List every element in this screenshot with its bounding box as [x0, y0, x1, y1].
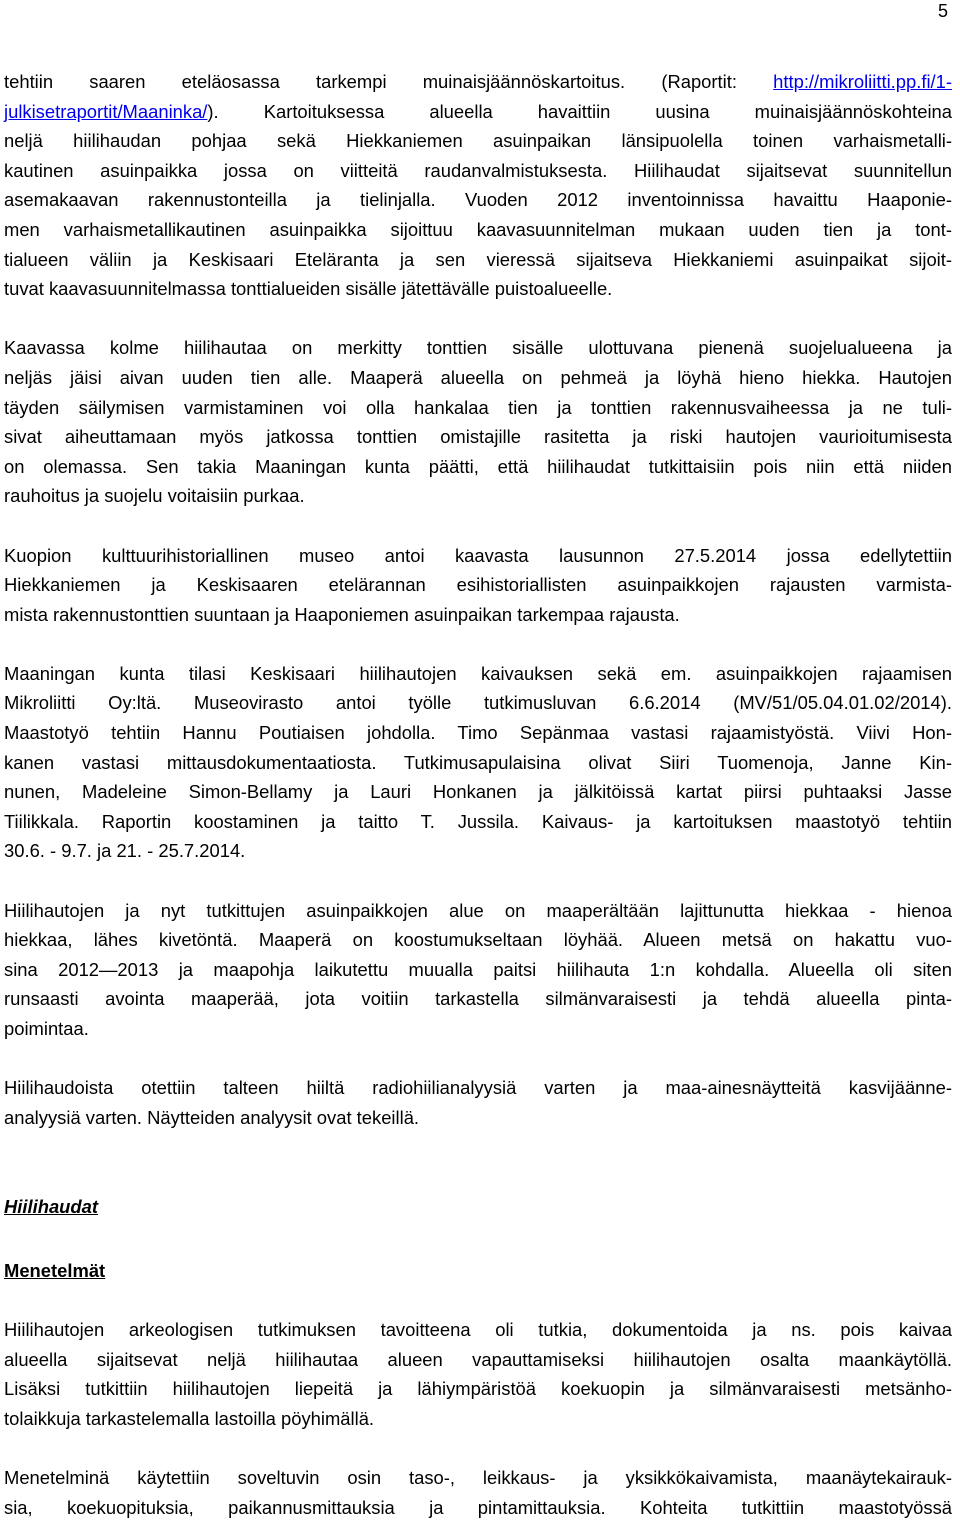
text-line: nunen, Madeleine Simon-Bellamy ja Lauri Honkanen ja jälkitöissä kartat piirsi puhtaaksi Jasse [4, 777, 952, 807]
text-line: runsaasti avointa maaperää, jota voitiin tarkastella silmänvaraisesti ja tehdä alueella pinta- [4, 984, 952, 1014]
page-number: 5 [938, 0, 948, 22]
text-line: hiekkaa, lähes kivetöntä. Maaperä on koostumukseltaan löyhää. Alueen metsä on hakattu vuo- [4, 925, 952, 955]
text-line: tialueen väliin ja Keskisaari Eteläranta ja sen vieressä sijaitseva Hiekkaniemi asuinpaikat sijoit- [4, 245, 952, 275]
text-line: sina 2012—2013 ja maapohja laikutettu muualla paitsi hiilihauta 1:n kohdalla. Alueella oli siten [4, 955, 952, 985]
text-line: mista rakennustonttien suuntaan ja Haaponiemen asuinpaikan tarkempaa rajausta. [4, 600, 952, 630]
text-line: 30.6. - 9.7. ja 21. - 25.7.2014. [4, 836, 952, 866]
text-line: tehtiin saaren eteläosassa tarkempi muinaisjäännöskartoitus. (Raportit: http://mikroliitti.pp.fi/1- [4, 67, 952, 97]
subsection-heading-menetelmat: Menetelmät [4, 1256, 952, 1286]
text-line: Kuopion kulttuurihistoriallinen museo antoi kaavasta lausunnon 27.5.2014 jossa edellytettiin [4, 541, 952, 571]
text-line: Tiilikkala. Raportin koostaminen ja taitto T. Jussila. Kaivaus- ja kartoituksen maastotyö tehtiin [4, 807, 952, 837]
text-line: alueella sijaitsevat neljä hiilihautaa alueen vapauttamiseksi hiilihautojen osalta maankäytöllä. [4, 1345, 952, 1375]
text-line: analyysiä varten. Näytteiden analyysit ovat tekeillä. [4, 1103, 952, 1133]
text-line: Menetelminä käytettiin soveltuvin osin taso-, leikkaus- ja yksikkökaivamista, maanäytekairauk- [4, 1463, 952, 1493]
text-line: on olemassa. Sen takia Maaningan kunta päätti, että hiilihaudat tutkittaisiin pois niin että niiden [4, 452, 952, 482]
text-line: Mikroliitti Oy:ltä. Museovirasto antoi työlle tutkimusluvan 6.6.2014 (MV/51/05.04.01.02/2014). [4, 688, 952, 718]
text-line: Hiilihaudoista otettiin talteen hiiltä radiohiilianalyysiä varten ja maa-ainesnäytteitä kasvijäänne- [4, 1073, 952, 1103]
text-line: asemakaavan rakennustonteilla ja tielinjalla. Vuoden 2012 inventoinnissa havaittu Haaponie- [4, 185, 952, 215]
text-line: sivat aiheuttamaan myös jatkossa tonttien omistajille rasitetta ja riski hautojen vaurioitumisesta [4, 422, 952, 452]
text-line: neljäs jäisi aivan uuden tien alle. Maaperä alueella on pehmeä ja löyhä hieno hiekka. Hautojen [4, 363, 952, 393]
text-line: kanen vastasi mittausdokumentaatiosta. Tutkimusapulaisina olivat Siiri Tuomenoja, Janne Kin- [4, 748, 952, 778]
text-line: julkisetraportit/Maaninka/). Kartoituksessa alueella havaittiin uusina muinaisjäännöskohteina [4, 97, 952, 127]
text-line: Maastotyö tehtiin Hannu Poutiaisen johdolla. Timo Sepänmaa vastasi rajaamistyöstä. Viivi Hon- [4, 718, 952, 748]
text-line: tolaikkuja tarkastelemalla lastoilla pöyhimällä. [4, 1404, 952, 1434]
text-line: Hiilihautojen arkeologisen tutkimuksen tavoitteena oli tutkia, dokumentoida ja ns. pois kaivaa [4, 1315, 952, 1345]
report-link[interactable]: http://mikroliitti.pp.fi/1- [773, 71, 952, 92]
text-line: neljä hiilihaudan pohjaa sekä Hiekkaniemen asuinpaikan länsipuolella toinen varhaismetalli- [4, 126, 952, 156]
text-line: Lisäksi tutkittiin hiilihautojen liepeitä ja lähiympäristöä koekuopin ja silmänvaraisesti metsänho- [4, 1374, 952, 1404]
text-line: Hiilihautojen ja nyt tutkittujen asuinpaikkojen alue on maaperältään lajittunutta hiekkaa - hienoa [4, 896, 952, 926]
document-body [4, 67, 952, 1522]
text-line: täyden säilymisen varmistaminen voi olla hankalaa tien ja tonttien rakennusvaiheessa ja ne tuli- [4, 393, 952, 423]
text-line: Maaningan kunta tilasi Keskisaari hiilihautojen kaivauksen sekä em. asuinpaikkojen rajaamisen [4, 659, 952, 689]
text-line: rauhoitus ja suojelu voitaisiin purkaa. [4, 481, 952, 511]
section-heading-hiilihaudat: Hiilihaudat [4, 1192, 952, 1222]
text-line: kautinen asuinpaikka jossa on viitteitä raudanvalmistuksesta. Hiilihaudat sijaitsevat suunnitellun [4, 156, 952, 186]
text-line: Hiekkaniemen ja Keskisaaren etelärannan esihistoriallisten asuinpaikkojen rajausten varmista- [4, 570, 952, 600]
text-line: Kaavassa kolme hiilihautaa on merkitty tonttien sisälle ulottuvana pienenä suojelualueena ja [4, 333, 952, 363]
report-link-continued[interactable]: julkisetraportit/Maaninka/ [4, 101, 207, 122]
text-line: sia, koekuopituksia, paikannusmittauksia ja pintamittauksia. Kohteita tutkittiin maastotyössä [4, 1493, 952, 1522]
text-line: poimintaa. [4, 1014, 952, 1044]
text-line: men varhaismetallikautinen asuinpaikka sijoittuu kaavasuunnitelman mukaan uuden tien ja tont- [4, 215, 952, 245]
text-line: tuvat kaavasuunnitelmassa tonttialueiden sisälle jätettävälle puistoalueelle. [4, 274, 952, 304]
